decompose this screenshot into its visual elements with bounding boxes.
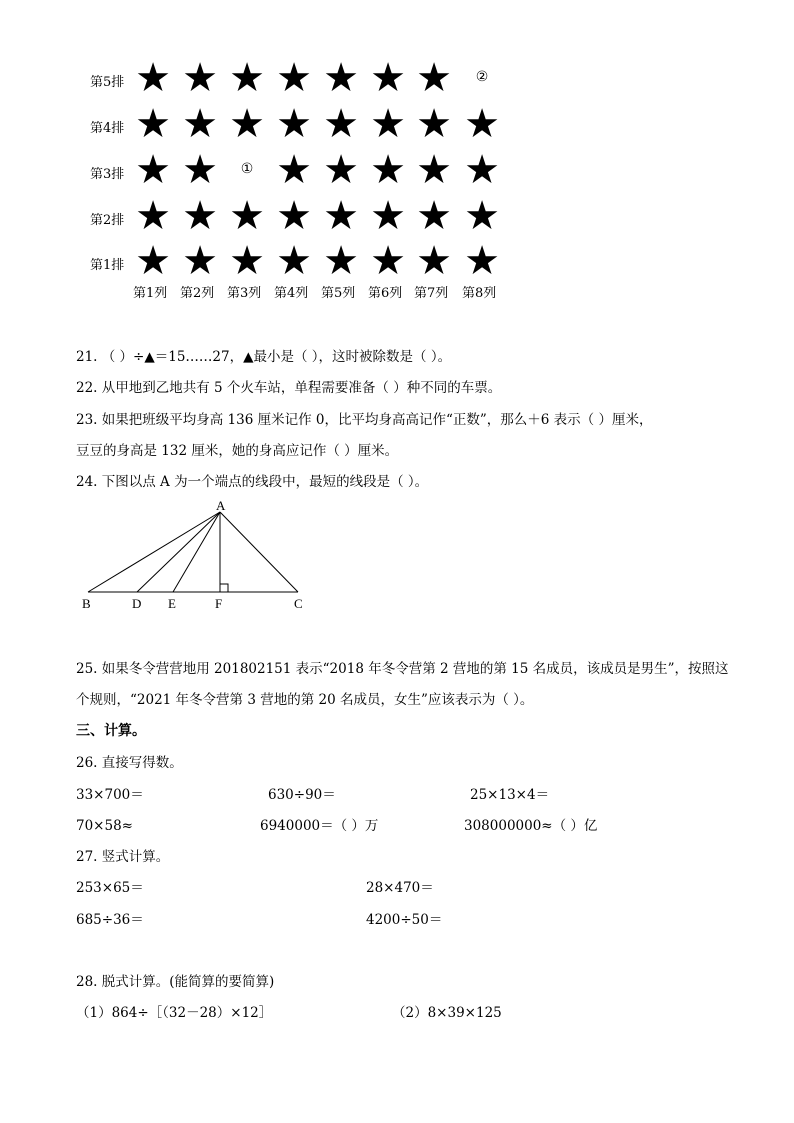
column-label: 第8列 <box>462 286 497 301</box>
star-icon: ★ <box>323 238 359 284</box>
star-icon: ★ <box>464 238 500 284</box>
right-angle-mark <box>220 584 228 592</box>
column-label: 第6列 <box>368 286 403 301</box>
star-icon: ★ <box>182 147 218 193</box>
star-icon: ★ <box>323 101 359 147</box>
point-a-label: A <box>216 500 226 513</box>
star-icon: ★ <box>323 147 359 193</box>
q27-item-3: 685÷36＝ <box>76 912 144 928</box>
q26-item-5: 6940000＝（ ）万 <box>260 818 379 834</box>
question-23-line-2: 豆豆的身高是 132 厘米，她的身高应记作（ ）厘米。 <box>76 443 399 459</box>
star-icon: ★ <box>229 193 265 239</box>
column-label: 第1列 <box>133 286 168 301</box>
star-icon: ★ <box>464 101 500 147</box>
point-b-label: B <box>82 596 91 611</box>
q26-item-1: 33×700＝ <box>76 787 144 803</box>
q26-item-3: 25×13×4＝ <box>470 787 550 803</box>
column-label: 第5列 <box>321 286 356 301</box>
segment-ac <box>220 512 298 592</box>
point-c-label: C <box>294 596 303 611</box>
star-icon: ★ <box>464 147 500 193</box>
point-d-label: D <box>132 596 142 611</box>
q27-item-2: 28×470＝ <box>366 880 434 896</box>
star-icon: ★ <box>416 101 452 147</box>
column-label: 第3列 <box>227 286 262 301</box>
row-label: 第1排 <box>90 258 125 273</box>
marker-2: ② <box>475 69 489 85</box>
segment-ae <box>173 512 220 592</box>
star-icon: ★ <box>370 238 406 284</box>
star-icon: ★ <box>182 55 218 101</box>
question-21: 21. （ ）÷▲＝15……27，▲最小是（ ），这时被除数是（ ）。 <box>76 349 452 365</box>
point-e-label: E <box>168 596 176 611</box>
question-28-title: 28. 脱式计算。(能简算的要简算) <box>76 974 275 990</box>
star-icon: ★ <box>229 101 265 147</box>
q26-item-6: 308000000≈（ ）亿 <box>464 818 598 834</box>
star-icon: ★ <box>464 193 500 239</box>
marker-1: ① <box>240 161 254 177</box>
question-24: 24. 下图以点 A 为一个端点的线段中，最短的线段是（ ）。 <box>76 474 429 490</box>
column-label: 第7列 <box>414 286 449 301</box>
question-22: 22. 从甲地到乙地共有 5 个火车站，单程需要准备（ ）种不同的车票。 <box>76 380 502 396</box>
star-icon: ★ <box>135 101 171 147</box>
star-icon: ★ <box>229 55 265 101</box>
star-icon: ★ <box>323 193 359 239</box>
star-icon: ★ <box>276 55 312 101</box>
star-icon: ★ <box>370 193 406 239</box>
question-27-title: 27. 竖式计算。 <box>76 849 170 865</box>
star-icon: ★ <box>370 147 406 193</box>
star-icon: ★ <box>370 101 406 147</box>
star-icon: ★ <box>182 193 218 239</box>
question-23-line-1: 23. 如果把班级平均身高 136 厘米记作 0，比平均身高高记作“正数”，那么＋6 表示（ ）厘米， <box>76 412 653 428</box>
q28-item-2: （2）8×39×125 <box>392 1005 502 1021</box>
row-label: 第2排 <box>90 213 125 228</box>
row-label: 第3排 <box>90 167 125 182</box>
star-icon: ★ <box>276 147 312 193</box>
star-icon: ★ <box>135 193 171 239</box>
q28-item-1: （1）864÷［（32－28）×12］ <box>76 1005 273 1021</box>
column-label: 第4列 <box>274 286 309 301</box>
star-icon: ★ <box>182 101 218 147</box>
star-icon: ★ <box>416 147 452 193</box>
star-icon: ★ <box>416 193 452 239</box>
star-icon: ★ <box>276 101 312 147</box>
star-icon: ★ <box>370 55 406 101</box>
point-f-label: F <box>215 596 223 611</box>
q27-item-1: 253×65＝ <box>76 880 144 896</box>
row-label: 第5排 <box>90 75 125 90</box>
star-icon: ★ <box>276 193 312 239</box>
star-icon: ★ <box>229 238 265 284</box>
star-icon: ★ <box>276 238 312 284</box>
star-icon: ★ <box>182 238 218 284</box>
question-25-line-2: 个规则，“2021 年冬令营第 3 营地的第 20 名成员，女生”应该表示为（ ）。 <box>76 692 534 708</box>
question-26-title: 26. 直接写得数。 <box>76 755 183 771</box>
segment-ab <box>88 512 220 592</box>
star-icon: ★ <box>416 55 452 101</box>
segment-ad <box>137 512 220 592</box>
star-icon: ★ <box>135 55 171 101</box>
question-25-line-1: 25. 如果冬令营营地用 201802151 表示“2018 年冬令营第 2 营地的第 15 名成员，该成员是男生”，按照这 <box>76 661 729 677</box>
row-label: 第4排 <box>90 121 125 136</box>
section-3-title: 三、计算。 <box>76 723 146 739</box>
star-icon: ★ <box>323 55 359 101</box>
q26-item-4: 70×58≈ <box>76 818 133 834</box>
q27-item-4: 4200÷50＝ <box>366 912 443 928</box>
q26-item-2: 630÷90＝ <box>268 787 336 803</box>
star-icon: ★ <box>416 238 452 284</box>
star-icon: ★ <box>135 147 171 193</box>
star-icon: ★ <box>135 238 171 284</box>
segment-diagram <box>70 500 330 620</box>
column-label: 第2列 <box>180 286 215 301</box>
